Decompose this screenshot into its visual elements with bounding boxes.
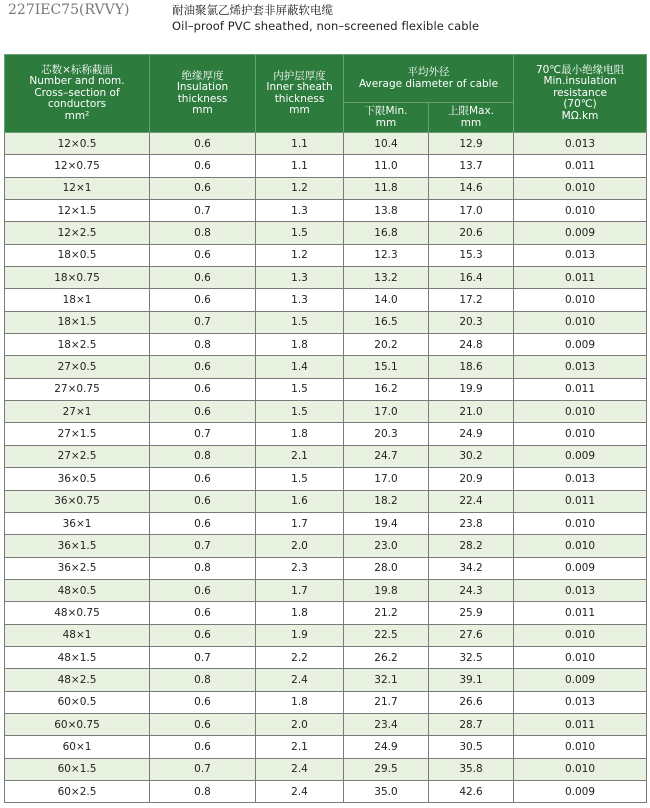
table-row: [5, 490, 647, 512]
cell-insulation: 0.6: [150, 691, 256, 713]
cell-min-diameter: 24.7: [344, 445, 429, 467]
cell-insulation: 0.6: [150, 356, 256, 378]
cell-sheath: 1.1: [256, 155, 344, 177]
table-row: [5, 356, 647, 378]
cell-insulation: 0.8: [150, 222, 256, 244]
cell-insulation: 0.6: [150, 401, 256, 423]
table-row: [5, 691, 647, 713]
cell-max-diameter: 24.3: [429, 579, 514, 601]
cell-max-diameter: 17.2: [429, 289, 514, 311]
cell-insulation: 0.7: [150, 311, 256, 333]
cell-sheath: 1.8: [256, 602, 344, 624]
cell-size: 27×1.5: [5, 423, 150, 445]
cell-sheath: 1.5: [256, 468, 344, 490]
cell-min-diameter: 15.1: [344, 356, 429, 378]
cell-max-diameter: 15.3: [429, 244, 514, 266]
table-row: [5, 267, 647, 289]
cell-resistance: 0.010: [514, 646, 647, 668]
col-header-size-cn: 芯数×标称截面: [41, 63, 113, 76]
table-row: [5, 244, 647, 266]
table-row: [5, 423, 647, 445]
cell-size: 18×0.75: [5, 267, 150, 289]
table-row: [5, 602, 647, 624]
cell-size: 36×1.5: [5, 535, 150, 557]
cell-sheath: 1.3: [256, 289, 344, 311]
title-chinese: 耐油聚氯乙烯护套非屏蔽软电缆: [172, 3, 333, 17]
table-row: [5, 780, 647, 802]
cell-min-diameter: 13.8: [344, 200, 429, 222]
cell-insulation: 0.8: [150, 445, 256, 467]
cell-resistance: 0.010: [514, 512, 647, 534]
cell-resistance: 0.010: [514, 624, 647, 646]
cell-size: 18×1: [5, 289, 150, 311]
table-row: [5, 177, 647, 199]
cell-resistance: 0.010: [514, 758, 647, 780]
cell-insulation: 0.8: [150, 557, 256, 579]
col-header-avg-diameter: 平均外径 Average diameter of cable: [344, 55, 514, 103]
cell-size: 60×0.5: [5, 691, 150, 713]
cell-max-diameter: 19.9: [429, 378, 514, 400]
cell-insulation: 0.6: [150, 289, 256, 311]
cell-size: 27×1: [5, 401, 150, 423]
cell-insulation: 0.6: [150, 602, 256, 624]
cell-min-diameter: 19.4: [344, 512, 429, 534]
cell-min-diameter: 20.2: [344, 334, 429, 356]
page-header: [0, 0, 650, 54]
cell-min-diameter: 28.0: [344, 557, 429, 579]
cell-size: 27×0.75: [5, 378, 150, 400]
cell-sheath: 2.4: [256, 780, 344, 802]
cell-max-diameter: 32.5: [429, 646, 514, 668]
cell-insulation: 0.6: [150, 490, 256, 512]
table-row: [5, 222, 647, 244]
spec-table: [4, 54, 647, 803]
cell-max-diameter: 20.9: [429, 468, 514, 490]
cell-min-diameter: 20.3: [344, 423, 429, 445]
cell-resistance: 0.010: [514, 423, 647, 445]
cell-max-diameter: 34.2: [429, 557, 514, 579]
cell-insulation: 0.7: [150, 646, 256, 668]
cell-insulation: 0.7: [150, 200, 256, 222]
table-row: [5, 758, 647, 780]
table-row: [5, 736, 647, 758]
cell-insulation: 0.6: [150, 155, 256, 177]
cell-min-diameter: 17.0: [344, 468, 429, 490]
cell-sheath: 1.5: [256, 222, 344, 244]
cell-min-diameter: 13.2: [344, 267, 429, 289]
cell-min-diameter: 32.1: [344, 669, 429, 691]
cell-size: 48×2.5: [5, 669, 150, 691]
cell-max-diameter: 12.9: [429, 133, 514, 155]
cell-resistance: 0.010: [514, 289, 647, 311]
cell-sheath: 1.3: [256, 200, 344, 222]
cell-size: 12×2.5: [5, 222, 150, 244]
cell-sheath: 1.6: [256, 490, 344, 512]
cell-min-diameter: 18.2: [344, 490, 429, 512]
cell-resistance: 0.009: [514, 222, 647, 244]
cell-size: 18×0.5: [5, 244, 150, 266]
table-row: [5, 334, 647, 356]
cell-resistance: 0.010: [514, 311, 647, 333]
cell-resistance: 0.011: [514, 378, 647, 400]
cell-insulation: 0.8: [150, 334, 256, 356]
cell-max-diameter: 20.6: [429, 222, 514, 244]
cell-resistance: 0.010: [514, 177, 647, 199]
cell-min-diameter: 21.2: [344, 602, 429, 624]
table-row: [5, 646, 647, 668]
table-header: [5, 55, 647, 133]
cell-sheath: 1.7: [256, 512, 344, 534]
cell-min-diameter: 21.7: [344, 691, 429, 713]
cell-max-diameter: 24.9: [429, 423, 514, 445]
cell-sheath: 2.3: [256, 557, 344, 579]
cell-min-diameter: 35.0: [344, 780, 429, 802]
cell-size: 48×1: [5, 624, 150, 646]
cell-sheath: 2.4: [256, 758, 344, 780]
cell-min-diameter: 17.0: [344, 401, 429, 423]
cell-size: 36×0.75: [5, 490, 150, 512]
cell-sheath: 1.7: [256, 579, 344, 601]
cell-insulation: 0.8: [150, 780, 256, 802]
cell-resistance: 0.013: [514, 468, 647, 490]
table-row: [5, 512, 647, 534]
cell-size: 36×2.5: [5, 557, 150, 579]
cell-size: 36×0.5: [5, 468, 150, 490]
col-header-insulation: 绝缘厚度 Insulation thickness mm: [150, 55, 256, 133]
cell-min-diameter: 23.0: [344, 535, 429, 557]
cell-insulation: 0.6: [150, 736, 256, 758]
cell-sheath: 1.8: [256, 334, 344, 356]
cell-resistance: 0.013: [514, 133, 647, 155]
cell-size: 12×1: [5, 177, 150, 199]
col-header-sheath: 内护层厚度 Inner sheath thickness mm: [256, 55, 344, 133]
cell-resistance: 0.011: [514, 713, 647, 735]
cell-insulation: 0.7: [150, 423, 256, 445]
cell-sheath: 1.5: [256, 378, 344, 400]
cell-resistance: 0.009: [514, 669, 647, 691]
cell-min-diameter: 11.0: [344, 155, 429, 177]
cell-sheath: 2.0: [256, 713, 344, 735]
cell-size: 48×0.5: [5, 579, 150, 601]
cell-insulation: 0.7: [150, 535, 256, 557]
cell-max-diameter: 14.6: [429, 177, 514, 199]
table-row: [5, 557, 647, 579]
cell-sheath: 2.2: [256, 646, 344, 668]
cell-insulation: 0.6: [150, 378, 256, 400]
cell-resistance: 0.010: [514, 401, 647, 423]
table-row: [5, 155, 647, 177]
cell-insulation: 0.6: [150, 512, 256, 534]
cell-insulation: 0.8: [150, 669, 256, 691]
cell-resistance: 0.009: [514, 445, 647, 467]
cell-min-diameter: 10.4: [344, 133, 429, 155]
cell-max-diameter: 42.6: [429, 780, 514, 802]
cell-resistance: 0.013: [514, 691, 647, 713]
cell-size: 60×0.75: [5, 713, 150, 735]
cell-resistance: 0.010: [514, 200, 647, 222]
col-header-max: 上限Max. mm: [429, 103, 514, 133]
cell-resistance: 0.013: [514, 244, 647, 266]
cell-max-diameter: 13.7: [429, 155, 514, 177]
cell-sheath: 1.2: [256, 244, 344, 266]
cell-min-diameter: 16.2: [344, 378, 429, 400]
cell-sheath: 1.9: [256, 624, 344, 646]
cell-max-diameter: 28.2: [429, 535, 514, 557]
cell-min-diameter: 11.8: [344, 177, 429, 199]
table-row: [5, 624, 647, 646]
cell-insulation: 0.6: [150, 133, 256, 155]
cell-max-diameter: 28.7: [429, 713, 514, 735]
table-row: [5, 378, 647, 400]
cell-min-diameter: 16.5: [344, 311, 429, 333]
cell-sheath: 1.4: [256, 356, 344, 378]
cell-insulation: 0.6: [150, 244, 256, 266]
cell-size: 12×0.5: [5, 133, 150, 155]
cell-resistance: 0.011: [514, 155, 647, 177]
cell-max-diameter: 18.6: [429, 356, 514, 378]
cell-max-diameter: 35.8: [429, 758, 514, 780]
cell-resistance: 0.010: [514, 736, 647, 758]
cell-resistance: 0.013: [514, 579, 647, 601]
cell-min-diameter: 12.3: [344, 244, 429, 266]
table-row: [5, 535, 647, 557]
cell-min-diameter: 16.8: [344, 222, 429, 244]
cell-resistance: 0.010: [514, 535, 647, 557]
cell-insulation: 0.6: [150, 579, 256, 601]
title-english: Oil–proof PVC sheathed, non–screened flexible cable: [172, 19, 480, 33]
cell-size: 60×2.5: [5, 780, 150, 802]
cell-sheath: 1.3: [256, 267, 344, 289]
table-row: [5, 401, 647, 423]
cell-max-diameter: 20.3: [429, 311, 514, 333]
cell-insulation: 0.6: [150, 468, 256, 490]
cell-resistance: 0.011: [514, 602, 647, 624]
cell-size: 48×0.75: [5, 602, 150, 624]
cell-insulation: 0.6: [150, 177, 256, 199]
cell-sheath: 1.2: [256, 177, 344, 199]
cell-sheath: 2.4: [256, 669, 344, 691]
table-row: [5, 445, 647, 467]
col-header-min: 下限Min. mm: [344, 103, 429, 133]
cell-size: 48×1.5: [5, 646, 150, 668]
col-header-size: 芯数×标称截面 Number and nom. Cross–section of conductors mm²: [5, 55, 150, 133]
table-row: [5, 713, 647, 735]
cell-max-diameter: 26.6: [429, 691, 514, 713]
cell-min-diameter: 29.5: [344, 758, 429, 780]
cell-size: 18×2.5: [5, 334, 150, 356]
table-body: [5, 133, 647, 803]
cell-size: 18×1.5: [5, 311, 150, 333]
table-row: [5, 669, 647, 691]
cell-sheath: 2.1: [256, 445, 344, 467]
cell-min-diameter: 22.5: [344, 624, 429, 646]
table-row: [5, 289, 647, 311]
cell-sheath: 1.8: [256, 691, 344, 713]
cell-max-diameter: 27.6: [429, 624, 514, 646]
cell-size: 60×1: [5, 736, 150, 758]
cell-max-diameter: 23.8: [429, 512, 514, 534]
cell-max-diameter: 16.4: [429, 267, 514, 289]
cell-resistance: 0.009: [514, 334, 647, 356]
cell-insulation: 0.7: [150, 758, 256, 780]
cell-sheath: 1.5: [256, 401, 344, 423]
cell-resistance: 0.011: [514, 490, 647, 512]
cell-max-diameter: 22.4: [429, 490, 514, 512]
cell-resistance: 0.009: [514, 557, 647, 579]
cell-min-diameter: 24.9: [344, 736, 429, 758]
table-row: [5, 311, 647, 333]
table-row: [5, 579, 647, 601]
table-row: [5, 468, 647, 490]
cell-size: 27×0.5: [5, 356, 150, 378]
cell-size: 36×1: [5, 512, 150, 534]
cell-resistance: 0.011: [514, 267, 647, 289]
cell-insulation: 0.6: [150, 267, 256, 289]
cell-sheath: 1.1: [256, 133, 344, 155]
cell-min-diameter: 19.8: [344, 579, 429, 601]
cell-max-diameter: 25.9: [429, 602, 514, 624]
model-code: 227IEC75(RVVY): [8, 2, 130, 18]
cell-max-diameter: 39.1: [429, 669, 514, 691]
cell-max-diameter: 21.0: [429, 401, 514, 423]
cell-size: 60×1.5: [5, 758, 150, 780]
cell-min-diameter: 14.0: [344, 289, 429, 311]
cell-sheath: 1.8: [256, 423, 344, 445]
cell-min-diameter: 23.4: [344, 713, 429, 735]
cell-max-diameter: 30.2: [429, 445, 514, 467]
cell-max-diameter: 24.8: [429, 334, 514, 356]
col-header-resistance: 70℃最小绝缘电阻 Min.insulation resistance (70℃) MΩ.km: [514, 55, 647, 133]
table-row: [5, 133, 647, 155]
cell-size: 27×2.5: [5, 445, 150, 467]
cell-sheath: 1.5: [256, 311, 344, 333]
cell-sheath: 2.1: [256, 736, 344, 758]
cell-max-diameter: 30.5: [429, 736, 514, 758]
cell-size: 12×1.5: [5, 200, 150, 222]
cell-insulation: 0.6: [150, 713, 256, 735]
cell-insulation: 0.6: [150, 624, 256, 646]
cell-sheath: 2.0: [256, 535, 344, 557]
cell-resistance: 0.009: [514, 780, 647, 802]
cell-resistance: 0.013: [514, 356, 647, 378]
cell-max-diameter: 17.0: [429, 200, 514, 222]
table-row: [5, 200, 647, 222]
cell-min-diameter: 26.2: [344, 646, 429, 668]
cell-size: 12×0.75: [5, 155, 150, 177]
